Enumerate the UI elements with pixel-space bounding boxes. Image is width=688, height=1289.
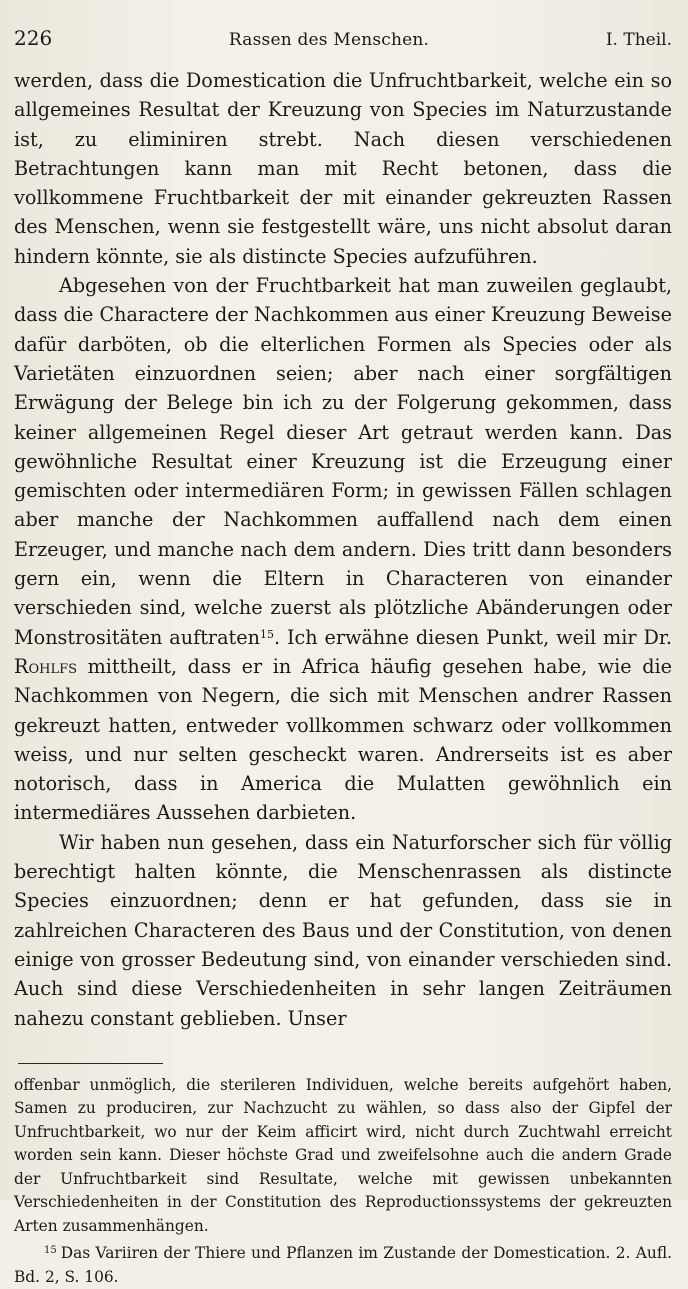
footnote-continued: offenbar unmöglich, die sterileren Individuen, welche bereits aufgehört haben, Samen zu produciren, zur Nachzucht zu wählen, so dass also der Gipfel der Unfruchtbarkeit, wo nur der Keim afficirt wird, nicht durch Zuchtwahl erreicht worden sein kann. Dieser höchste Grad und zweifelsohne auch die andern Grade der Unfruchtbarkeit sind Resultate, welche mit gewissen unbekannten Verschiedenheiten in der Constitution des Reproductionssystems der gekreuzten Arten zusammenhängen.	[14, 1075, 672, 1235]
paragraph-1: werden, dass die Domestication die Unfruchtbarkeit, welche ein so allgemeines Resultat der Kreuzung von Species im Naturzustande ist, zu eliminiren strebt. Nach diesen verschiedenen Betrachtungen kann man mit Recht betonen, dass die vollkommene Fruchtbarkeit der mit einander gekreuzten Rassen des Menschen, wenn sie festgestellt wäre, uns nicht absolut daran hindern könnte, sie als distincte Species aufzuführen.	[14, 69, 672, 268]
page-number: 226	[14, 26, 53, 50]
footnote-reference-15[interactable]: 15	[259, 627, 274, 641]
part-label: I. Theil.	[605, 30, 672, 50]
paragraph-3: Wir haben nun gesehen, dass ein Naturforscher sich für völlig berechtigt halten könnte, die Menschenrassen als distincte Species einzuordnen; denn er hat gefunden, dass sie in zahlreichen Characteren des Baus und der Constitution, von denen einige von grosser Bedeutung sind, von einander verschieden sind. Auch sind diese Verschiedenheiten in sehr langen Zeiträumen nahezu constant geblieben. Unser	[14, 830, 672, 1030]
footnotes	[14, 1074, 672, 1289]
author-name-rohlfs: Rohlfs	[14, 654, 78, 678]
footnote-15	[14, 1242, 672, 1289]
footnote-15-text: Das Variiren der Thiere und Pflanzen im Zustande der Domestication. 2. Aufl. Bd. 2, S. 106.	[14, 1244, 672, 1286]
paragraph-2-text-b: . Ich erwähne diesen Punkt, weil mir Dr.	[273, 625, 673, 649]
paragraph-2-text-a: Abgesehen von der Fruchtbarkeit hat man zuweilen geglaubt, dass die Charactere der Nachkommen aus einer Kreuzung Beweise dafür darböten, ob die elterlichen Formen als Species oder als Varietäten einzuordnen seien; aber nach einer sorgfältigen Erwägung der Belege bin ich zu der Folgerung gekommen, dass keiner allgemeinen Regel dieser Art getraut werden kann. Das gewöhnliche Resultat einer Kreuzung ist die Erzeugung einer gemischten oder intermediären Form; in gewissen Fällen schlagen aber manche der Nachkommen auffallend nach dem einen Erzeuger, und manche nach dem andern. Dies tritt dann besonders gern ein, wenn die Eltern in Characteren von einander verschieden sind, welche zuerst als plötzliche Abänderungen oder Monstrositäten auftraten	[14, 274, 672, 649]
footnote-15-marker: 15	[44, 1245, 57, 1257]
paragraph-2	[14, 271, 672, 828]
footnote-divider	[18, 1063, 163, 1064]
main-text	[14, 66, 672, 1033]
running-title: Rassen des Menschen.	[228, 30, 430, 50]
paragraph-2-text-c: mittheilt, dass er in Africa häufig gesehen habe, wie die Nachkommen von Negern, die sich mit Menschen andrer Rassen gekreuzt hatten, entweder vollkommen schwarz oder vollkommen weiss, und nur selten gescheckt waren. Andrerseits ist es aber notorisch, dass in America die Mulatten gewöhnlich ein intermediäres Aussehen darbieten.	[14, 654, 672, 825]
running-head	[14, 26, 672, 56]
